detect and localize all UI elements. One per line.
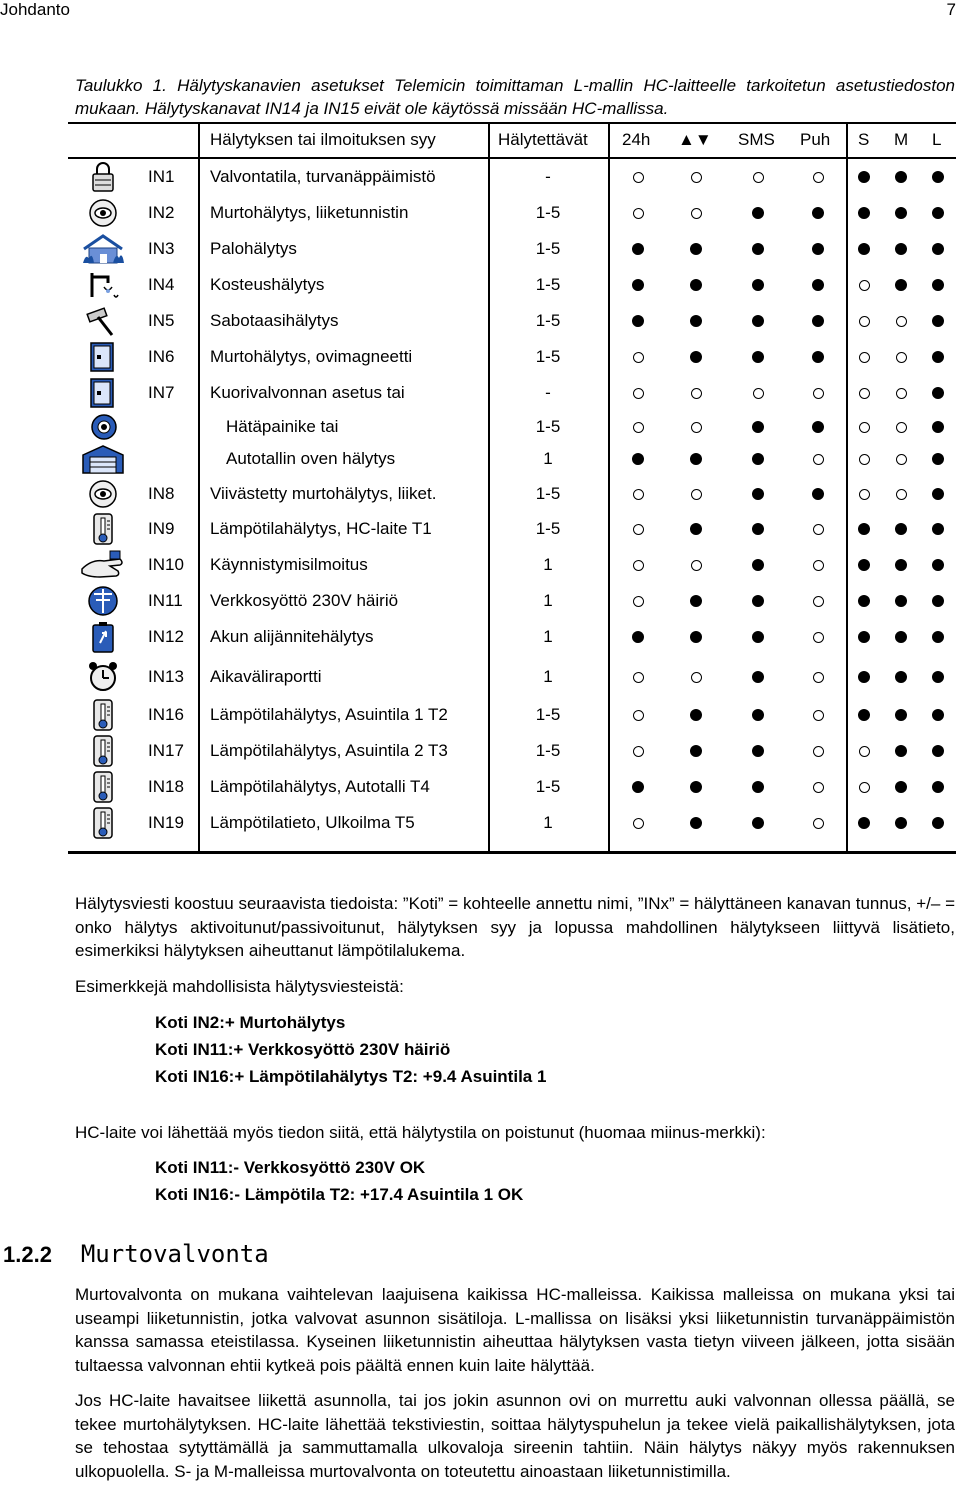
open-dot	[896, 352, 907, 363]
filled-dot	[632, 631, 644, 643]
open-dot	[691, 560, 702, 571]
row-channel: IN18	[148, 777, 184, 796]
row-cause: Murtohälytys, liiketunnistin	[210, 203, 409, 222]
open-dot	[859, 782, 870, 793]
filled-dot	[812, 243, 824, 255]
filled-dot	[932, 745, 944, 757]
open-dot	[813, 524, 824, 535]
row-cause: Valvontatila, turvanäppäimistö	[210, 167, 436, 186]
filled-dot	[690, 709, 702, 721]
open-dot	[813, 746, 824, 757]
row-cause: Sabotaasihälytys	[210, 311, 339, 330]
filled-dot	[895, 817, 907, 829]
motion-sensor-icon	[80, 478, 126, 510]
open-dot	[813, 596, 824, 607]
filled-dot	[752, 559, 764, 571]
row-cause: Aikaväliraportti	[210, 667, 322, 686]
filled-dot	[752, 595, 764, 607]
row-channel: IN19	[148, 813, 184, 832]
filled-dot	[752, 315, 764, 327]
table-row	[68, 698, 956, 732]
filled-dot	[812, 279, 824, 291]
open-dot	[896, 388, 907, 399]
row-cause: Kuorivalvonnan asetus tai	[210, 383, 405, 402]
header-m: M	[894, 130, 909, 149]
header-arrows: ▲▼	[678, 130, 712, 149]
header-bottom-border	[68, 157, 956, 159]
example-message-3: Koti IN16:+ Lämpötilahälytys T2: +9.4 Asuintila 1	[155, 1067, 547, 1086]
filled-dot	[632, 279, 644, 291]
filled-dot	[895, 745, 907, 757]
row-cause: Verkkosyöttö 230V häiriö	[210, 591, 399, 610]
filled-dot	[932, 351, 944, 363]
row-alerted: -	[545, 383, 551, 402]
filled-dot	[858, 171, 870, 183]
filled-dot	[690, 745, 702, 757]
row-channel: IN3	[148, 239, 175, 258]
filled-dot	[752, 781, 764, 793]
open-dot	[691, 422, 702, 433]
filled-dot	[690, 315, 702, 327]
filled-dot	[895, 171, 907, 183]
open-dot	[633, 560, 644, 571]
paragraph-examples-intro: Esimerkkejä mahdollisista hälytysviesteistä:	[75, 977, 404, 996]
open-dot	[633, 208, 644, 219]
open-dot	[813, 818, 824, 829]
row-cause: Lämpötilahälytys, HC-laite T1	[210, 519, 432, 538]
filled-dot	[752, 631, 764, 643]
filled-dot	[690, 243, 702, 255]
row-channel: IN8	[148, 484, 175, 503]
table-row	[68, 620, 956, 654]
hand-switch-icon	[80, 549, 126, 581]
filled-dot	[812, 315, 824, 327]
garage-icon	[80, 443, 126, 475]
table-row	[68, 196, 956, 230]
filled-dot	[858, 207, 870, 219]
header-s: S	[858, 130, 870, 149]
table-top-border	[68, 122, 956, 124]
filled-dot	[752, 279, 764, 291]
filled-dot	[932, 781, 944, 793]
filled-dot	[895, 279, 907, 291]
open-dot	[633, 672, 644, 683]
open-dot	[691, 388, 702, 399]
section-title: Murtovalvonta	[80, 1240, 269, 1268]
power-line-icon	[80, 585, 126, 617]
open-dot	[633, 388, 644, 399]
example-message-2: Koti IN11:+ Verkkosyöttö 230V häiriö	[155, 1040, 451, 1059]
lock-icon	[80, 161, 126, 193]
filled-dot	[932, 207, 944, 219]
filled-dot	[752, 817, 764, 829]
row-alerted: 1-5	[535, 239, 561, 258]
filled-dot	[752, 243, 764, 255]
filled-dot	[752, 488, 764, 500]
page-number: 7	[946, 0, 956, 19]
filled-dot	[895, 781, 907, 793]
filled-dot	[752, 709, 764, 721]
filled-dot	[690, 817, 702, 829]
filled-dot	[932, 595, 944, 607]
open-dot	[896, 422, 907, 433]
paragraph-message-format: Hälytysviesti koostuu seuraavista tiedoista: ”Koti” = kohteelle annettu nimi, ”INx” = hälyttäneen kanavan tunnus, +/– = onko hälytys aktivoitunut/passivoitunut, hälytyksen syy ja lopussa mahdollinen hälytykseen liittyvä lisätieto, esimerkiksi hälytyksen aiheuttanut lämpötilalukema.	[75, 894, 955, 960]
open-dot	[691, 172, 702, 183]
filled-dot	[752, 523, 764, 535]
row-alerted: 1-5	[535, 347, 561, 366]
open-dot	[813, 632, 824, 643]
open-dot	[691, 208, 702, 219]
open-dot	[896, 454, 907, 465]
open-dot	[813, 710, 824, 721]
filled-dot	[895, 709, 907, 721]
row-alerted: 1-5	[535, 705, 561, 724]
filled-dot	[690, 595, 702, 607]
filled-dot	[932, 279, 944, 291]
open-dot	[859, 388, 870, 399]
row-cause: Lämpötilahälytys, Asuintila 1 T2	[210, 705, 448, 724]
row-cause: Kosteushälytys	[210, 275, 325, 294]
row-alerted: 1	[543, 591, 553, 610]
filled-dot	[895, 595, 907, 607]
table-row	[68, 770, 956, 804]
row-cause: Lämpötilahälytys, Autotalli T4	[210, 777, 430, 796]
table-bottom-border	[68, 851, 956, 854]
filled-dot	[632, 453, 644, 465]
row-alerted: 1-5	[535, 484, 561, 503]
row-cause: Hätäpainike tai	[226, 417, 339, 436]
open-dot	[691, 489, 702, 500]
filled-dot	[752, 745, 764, 757]
table-row	[68, 232, 956, 266]
motion-sensor-icon	[80, 197, 126, 229]
filled-dot	[895, 243, 907, 255]
open-dot	[859, 746, 870, 757]
table-row	[68, 376, 956, 410]
open-dot	[633, 352, 644, 363]
door-icon	[80, 377, 126, 409]
row-alerted: 1	[543, 667, 553, 686]
thermometer-icon	[80, 513, 126, 545]
hammer-icon	[80, 305, 126, 337]
filled-dot	[858, 709, 870, 721]
row-alerted: 1	[543, 555, 553, 574]
row-alerted: 1-5	[535, 203, 561, 222]
filled-dot	[932, 817, 944, 829]
open-dot	[753, 388, 764, 399]
row-channel: IN10	[148, 555, 184, 574]
header-cause: Hälytyksen tai ilmoituksen syy	[210, 130, 436, 149]
open-dot	[633, 422, 644, 433]
row-alerted: 1-5	[535, 519, 561, 538]
open-dot	[633, 524, 644, 535]
filled-dot	[752, 207, 764, 219]
row-cause: Palohälytys	[210, 239, 297, 258]
section-heading	[3, 1240, 269, 1268]
open-dot	[859, 422, 870, 433]
filled-dot	[932, 523, 944, 535]
filled-dot	[690, 523, 702, 535]
row-channel: IN7	[148, 383, 175, 402]
door-magnet-icon	[80, 341, 126, 373]
table-caption: Taulukko 1. Hälytyskanavien asetukset Telemicin toimittaman L-mallin HC-laitteelle tarkoitetun asetustiedoston mukaan. Hälytyskanavat IN14 ja IN15 eivät ole käytössä missään HC-mallissa.	[75, 76, 955, 118]
open-dot	[813, 560, 824, 571]
filled-dot	[932, 387, 944, 399]
row-cause: Lämpötilatieto, Ulkoilma T5	[210, 813, 415, 832]
row-channel: IN1	[148, 167, 175, 186]
open-dot	[859, 352, 870, 363]
thermometer-icon	[80, 807, 126, 839]
table-row	[68, 584, 956, 618]
row-channel: IN16	[148, 705, 184, 724]
filled-dot	[932, 453, 944, 465]
row-channel: IN9	[148, 519, 175, 538]
panic-button-icon	[80, 411, 126, 443]
table-row	[68, 806, 956, 840]
filled-dot	[812, 207, 824, 219]
table-row	[68, 442, 956, 476]
filled-dot	[932, 421, 944, 433]
table-row	[68, 734, 956, 768]
open-dot	[813, 172, 824, 183]
row-channel: IN11	[148, 591, 183, 610]
thermometer-icon	[80, 771, 126, 803]
open-dot	[633, 596, 644, 607]
example-message-4: Koti IN11:- Verkkosyöttö 230V OK	[155, 1158, 426, 1177]
open-dot	[859, 454, 870, 465]
row-channel: IN6	[148, 347, 175, 366]
table-row	[68, 340, 956, 374]
open-dot	[859, 316, 870, 327]
header-alerted: Hälytettävät	[498, 130, 588, 149]
row-cause: Lämpötilahälytys, Asuintila 2 T3	[210, 741, 448, 760]
filled-dot	[690, 631, 702, 643]
row-alerted: 1-5	[535, 275, 561, 294]
filled-dot	[932, 243, 944, 255]
row-alerted: 1-5	[535, 777, 561, 796]
open-dot	[896, 316, 907, 327]
table-row	[68, 268, 956, 302]
filled-dot	[690, 781, 702, 793]
filled-dot	[690, 279, 702, 291]
row-channel: IN2	[148, 203, 175, 222]
paragraph-cleared-alarm: HC-laite voi lähettää myös tiedon siitä, että hälytystila on poistunut (huomaa miinus-merkki):	[75, 1123, 766, 1142]
open-dot	[896, 489, 907, 500]
row-channel: IN12	[148, 627, 184, 646]
row-alerted: 1	[543, 449, 553, 468]
fire-house-icon	[80, 233, 126, 265]
row-cause: Akun alijännitehälytys	[210, 627, 374, 646]
filled-dot	[932, 488, 944, 500]
battery-icon	[80, 621, 126, 653]
filled-dot	[932, 671, 944, 683]
open-dot	[813, 672, 824, 683]
filled-dot	[895, 559, 907, 571]
filled-dot	[895, 671, 907, 683]
filled-dot	[752, 671, 764, 683]
table-row	[68, 512, 956, 546]
row-cause: Käynnistymisilmoitus	[210, 555, 368, 574]
row-alerted: 1	[543, 627, 553, 646]
open-dot	[691, 672, 702, 683]
filled-dot	[752, 421, 764, 433]
alarm-channel-table	[68, 122, 956, 854]
example-message-5: Koti IN16:- Lämpötila T2: +17.4 Asuintila 1 OK	[155, 1185, 524, 1204]
open-dot	[859, 489, 870, 500]
filled-dot	[858, 243, 870, 255]
table-row	[68, 160, 956, 194]
filled-dot	[932, 631, 944, 643]
filled-dot	[752, 351, 764, 363]
open-dot	[813, 388, 824, 399]
open-dot	[633, 746, 644, 757]
filled-dot	[895, 523, 907, 535]
filled-dot	[932, 171, 944, 183]
table-row	[68, 477, 956, 511]
open-dot	[813, 454, 824, 465]
filled-dot	[932, 559, 944, 571]
table-row	[68, 548, 956, 582]
filled-dot	[932, 315, 944, 327]
filled-dot	[895, 631, 907, 643]
header-24h: 24h	[622, 130, 651, 149]
row-alerted: 1	[543, 813, 553, 832]
header-puh: Puh	[800, 130, 831, 149]
filled-dot	[895, 207, 907, 219]
filled-dot	[690, 453, 702, 465]
filled-dot	[632, 243, 644, 255]
row-channel: IN4	[148, 275, 175, 294]
row-cause: Autotallin oven hälytys	[226, 449, 396, 468]
paragraph-burglary-1: Murtovalvonta on mukana vaihtelevan laajuisena kaikissa HC-malleissa. Kaikissa malleissa on mukana yksi tai useampi liiketunnistin, jotka valvovat asunnon sisätiloja. L-mallissa on lisäksi yksi liiketunnistin turvanäppäimistön kanssa samassa eteistilassa. Kyseinen liiketunnistin aiheuttaa hälytyksen vasta tietyn viiveen jälkeen, jotta sisään tultaessa valvonnan ehtii kytkeä pois päältä ennen kuin laite hälyttää.	[75, 1285, 955, 1375]
filled-dot	[858, 631, 870, 643]
chapter-title: Johdanto	[0, 0, 70, 19]
header-sms: SMS	[738, 130, 775, 149]
row-cause: Viivästetty murtohälytys, liiket.	[210, 484, 437, 503]
row-cause: Murtohälytys, ovimagneetti	[210, 347, 413, 366]
paragraph-burglary-2: Jos HC-laite havaitsee liikettä asunnolla, tai jos jokin asunnon ovi on murrettu auki valvonnan ollessa päällä, se tekee murtohälytyksen. HC-laite lähettää tekstiviestin, soittaa hälytyspuhelun ja tekee vielä paikallishälytyksen, jota se tehostaa sytyttämällä ja sammuttamalla ulkovaloja sireenin tahtiin. Näin hälytys näkyy myös rakennuksen ulkopuolella. S- ja M-malleissa murtovalvonta on toteutettu ainoastaan liiketunnistimilla.	[75, 1391, 955, 1481]
water-tap-icon	[80, 269, 126, 301]
row-alerted: 1-5	[535, 741, 561, 760]
filled-dot	[812, 421, 824, 433]
filled-dot	[812, 351, 824, 363]
filled-dot	[690, 351, 702, 363]
thermometer-icon	[80, 735, 126, 767]
thermometer-icon	[80, 699, 126, 731]
row-channel: IN17	[148, 741, 184, 760]
header-l: L	[932, 130, 942, 149]
filled-dot	[858, 595, 870, 607]
open-dot	[633, 489, 644, 500]
row-alerted: 1-5	[535, 417, 561, 436]
filled-dot	[858, 817, 870, 829]
alarm-clock-icon	[80, 661, 126, 693]
row-channel: IN13	[148, 667, 184, 686]
row-alerted: 1-5	[535, 311, 561, 330]
open-dot	[753, 172, 764, 183]
filled-dot	[858, 559, 870, 571]
example-message-1: Koti IN2:+ Murtohälytys	[155, 1013, 346, 1032]
row-channel: IN5	[148, 311, 175, 330]
filled-dot	[932, 709, 944, 721]
open-dot	[633, 172, 644, 183]
table-row	[68, 660, 956, 694]
table-row	[68, 410, 956, 444]
row-alerted: -	[545, 167, 551, 186]
filled-dot	[632, 781, 644, 793]
open-dot	[859, 280, 870, 291]
filled-dot	[752, 453, 764, 465]
table-row	[68, 304, 956, 338]
filled-dot	[812, 488, 824, 500]
open-dot	[633, 710, 644, 721]
open-dot	[813, 782, 824, 793]
section-number: 1.2.2	[3, 1242, 52, 1267]
filled-dot	[858, 523, 870, 535]
filled-dot	[632, 315, 644, 327]
open-dot	[633, 818, 644, 829]
filled-dot	[858, 671, 870, 683]
